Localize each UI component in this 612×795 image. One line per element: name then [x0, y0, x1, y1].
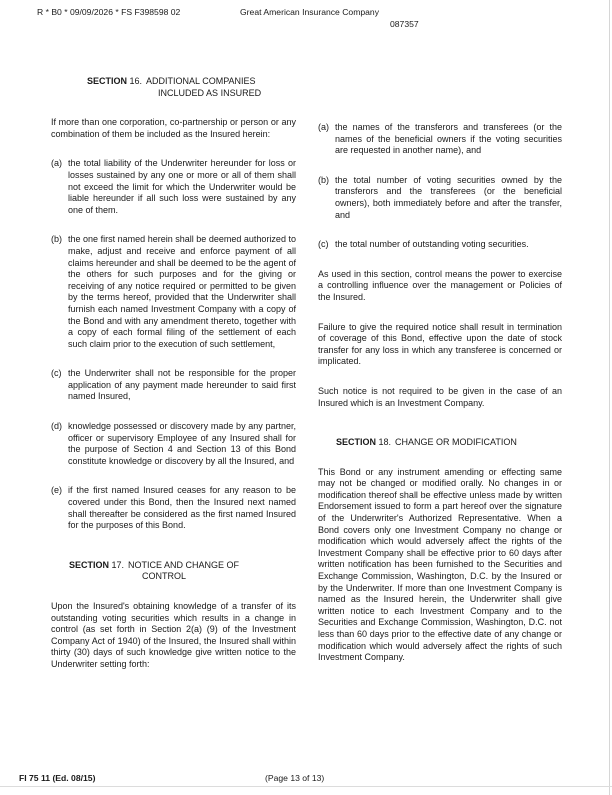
header-company-name: Great American Insurance Company: [240, 7, 379, 17]
item-text: the Underwriter shall not be responsible for the proper application of any payment made hereunder to said first named Insured,: [68, 368, 296, 402]
item-label: (b): [51, 234, 62, 245]
section-16-intro: If more than one corporation, co-partnership or person or any combination of them be included as the Insured herein:: [51, 117, 296, 139]
item-text: the total number of outstanding voting securities.: [335, 239, 529, 250]
right-column: [318, 76, 562, 664]
item-text: if the first named Insured ceases for any reason to be covered under this Bond, then the Insured next named shall thereafter be considered as the first named Insured for the purposes of this Bond.: [68, 485, 296, 531]
section-18-number: 18.: [378, 437, 392, 448]
section-16-item-d: [51, 421, 296, 467]
section-16-title-line1: ADDITIONAL COMPANIES: [146, 76, 256, 86]
section-17-label: SECTION: [69, 559, 110, 570]
section-17-item-a: [318, 122, 562, 157]
page-edge-bottom: [0, 786, 612, 787]
section-16-title-line2: INCLUDED AS INSURED: [158, 87, 262, 98]
item-label: (e): [51, 485, 62, 496]
footer-form-number: FI 75 11 (Ed. 08/15): [19, 773, 96, 783]
item-label: (c): [51, 368, 62, 379]
section-16-number: 16.: [129, 76, 143, 86]
item-label: (b): [318, 174, 329, 185]
item-label: (a): [318, 122, 329, 132]
item-label: (c): [318, 239, 329, 250]
section-17-heading: [51, 560, 296, 583]
section-17-title-line1: NOTICE AND CHANGE OF: [128, 559, 240, 570]
left-column: [51, 76, 296, 671]
section-17-intro: Upon the Insured's obtaining knowledge of a transfer of its outstanding voting securities which results in a change in control (as set forth in Section 2(a) (9) of the Investment Company Act of 1940) of the Insured, the Insured shall within thirty (30) days of such knowledge give written notice to the Underwriter setting forth:: [51, 601, 296, 669]
section-16-item-e: [51, 485, 296, 531]
section-17-number: 17.: [111, 559, 125, 570]
item-text: the total number of voting securities owned by the transferors and the transferees (or the beneficial owners), both immediately before and after the transfer, and: [335, 174, 562, 220]
item-text: knowledge possessed or discovery made by any partner, officer or supervisory Employee of any Insured shall for the purpose of Section 4 and Section 13 of this Bond constitute knowledge or discovery by all the Insured, and: [68, 421, 296, 466]
header-print-code: R * B0 * 09/09/2026 * FS F398598 02: [37, 7, 181, 17]
section-17-exemption: Such notice is not required to be given in the case of an Insured which is an Investment Company.: [318, 385, 562, 408]
item-text: the one first named herein shall be deemed authorized to make, adjust and receive and enforce payment of all claims hereunder and shall be deemed to be the agent of the others for such purposes and for the giving or receiving of any notice required or permitted to be given by the terms hereof, provided that the Underwriter shall furnish each named Investment Company with a copy of the Bond and with any amendment thereto, together with a copy of each formal filing of the settlement of each such claim prior to the execution of such settlement,: [68, 234, 296, 349]
section-18-title: CHANGE OR MODIFICATION: [395, 437, 517, 448]
section-16-item-c: [51, 368, 296, 403]
section-16-heading: [51, 76, 296, 99]
header-document-number: 087357: [390, 19, 419, 29]
item-label: (a): [51, 158, 62, 169]
section-18-text: This Bond or any instrument amending or effecting same may not be changed or modified orally. No changes in or modification thereof shall be effective unless made by written Endorsement issued to form a part hereof over the signature of the Underwriter's Authorized Representative. When a Bond covers only one Investment Company no change or modification which would adversely affect the rights of the Investment Company shall be effective prior to 60 days after written notification has been furnished to the Securities and Exchange Commission, Washington, D.C. by the Insured or by the Underwriter. If more than one Investment Company is named as the Insured herein, the Underwriter shall give written notice to each Investment Company and to the Securities and Exchange Commission, Washington, D.C. not less than 60 days prior to the effective date of any change or modification which would adversely affect the rights of such Investment Company.: [318, 466, 562, 663]
section-18-heading: [318, 437, 562, 449]
section-17-failure-notice: Failure to give the required notice shall result in termination of coverage of this Bond, effective upon the date of stock transfer for any loss in which any transferee is concerned or implicated.: [318, 321, 562, 367]
section-17-item-b: [318, 175, 562, 221]
section-17-control-definition: As used in this section, control means the power to exercise a controlling influence over the management or Policies of the Insured.: [318, 268, 562, 302]
item-text: the total liability of the Underwriter hereunder for loss or losses sustained by any one or more or all of them shall not exceed the limit for which the Underwriter would be liable hereunder if all such loss were sustained by any one of them.: [68, 158, 296, 215]
footer-page-number: (Page 13 of 13): [265, 773, 325, 783]
section-16-item-b: [51, 234, 296, 350]
section-17-item-c: [318, 239, 562, 251]
page-edge-right: [609, 0, 610, 795]
section-17-title-line2: CONTROL: [142, 571, 187, 582]
item-text: the names of the transferors and transferees (or the names of the beneficial owners if the voting securities are requested in another name), and: [335, 122, 562, 156]
section-18-label: SECTION: [336, 437, 377, 448]
section-16-label: SECTION: [87, 76, 128, 86]
section-16-item-a: [51, 158, 296, 216]
item-label: (d): [51, 421, 62, 432]
